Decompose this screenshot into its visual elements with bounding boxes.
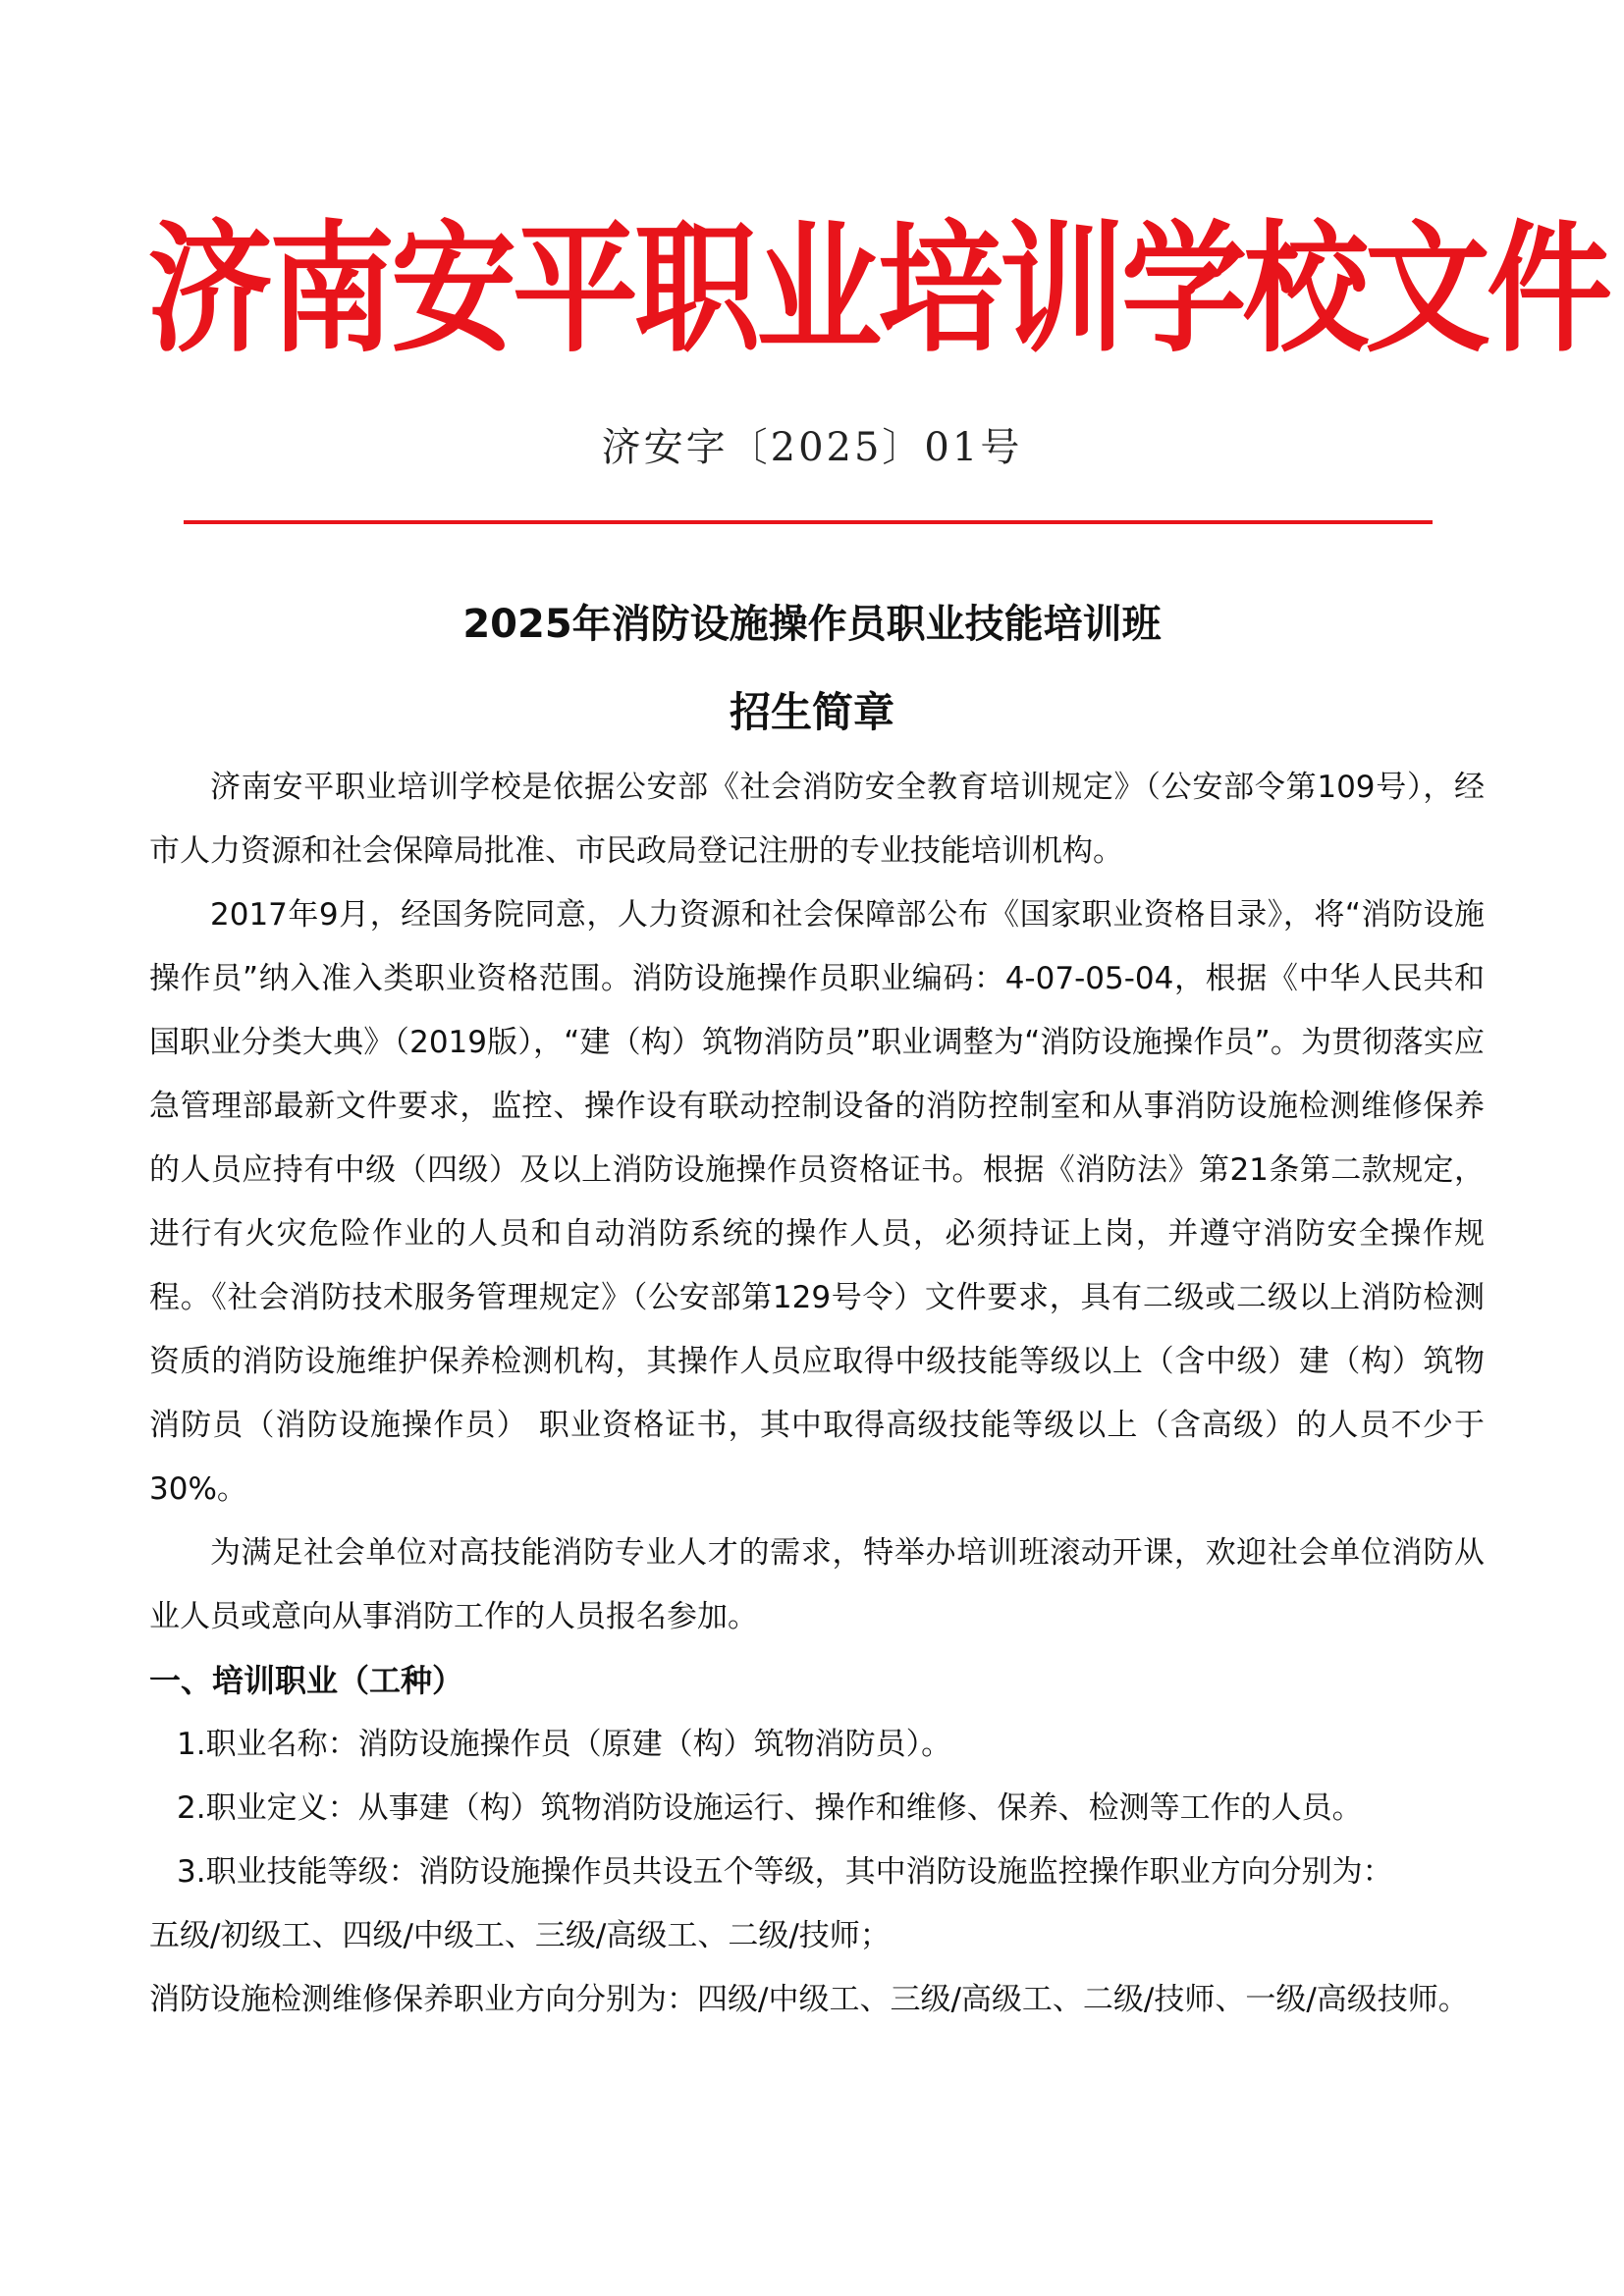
section-heading-training-occupation: 一、培训职业（工种）: [149, 1662, 464, 1699]
red-header-title: 济南安平职业培训学校文件: [147, 207, 1609, 372]
document-number: 济安字〔2025〕01号: [601, 425, 1023, 470]
red-divider-line: [184, 520, 1433, 524]
invitation-paragraph: 为满足社会单位对高技能消防专业人才的需求，特举办培训班滚动开课，欢迎社会单位消防从业人员或意向从事消防工作的人员报名参加。: [149, 1535, 1485, 1634]
list-item-occupation-name: 1.职业名称：消防设施操作员（原建（构）筑物消防员）。: [177, 1727, 952, 1762]
skill-levels-maintenance: 消防设施检测维修保养职业方向分别为：四级/中级工、三级/高级工、二级/技师、一级/高级技师。: [149, 1982, 1469, 2017]
skill-levels-monitoring: 五级/初级工、四级/中级工、三级/高级工、二级/技师；: [149, 1918, 891, 1953]
list-item-skill-levels: 3.职业技能等级：消防设施操作员共设五个等级，其中消防设施监控操作职业方向分别为：: [177, 1854, 1393, 1890]
document-subtitle: 招生简章: [729, 688, 894, 736]
background-paragraph: 2017年9月，经国务院同意，人力资源和社会保障部公布《国家职业资格目录》，将“消防设施操作员”纳入准入类职业资格范围。消防设施操作员职业编码：4-07-05-04，根据《中华人民共和国职业分类大典》（2019版），“建（构）筑物消防员”职业调整为“消防设施操作员”。为贯彻落实应急管理部最新文件要求，监控、操作设有联动控制设备的消防控制室和从事消防设施检测维修保养的人员应持有中级（四级）及以上消防设施操作员资格证书。根据《消防法》第21条第二款规定，进行有火灾危险作业的人员和自动消防系统的操作人员，必须持证上岗，并遵守消防安全操作规程。《社会消防技术服务管理规定》（公安部第129号令）文件要求，具有二级或二级以上消防检测资质的消防设施维护保养检测机构，其操作人员应取得中级技能等级以上（含中级）建（构）筑物消防员（消防设施操作员） 职业资格证书，其中取得高级技能等级以上（含高级）的人员不少于30%。: [149, 897, 1485, 1507]
document-body: [149, 756, 1485, 2032]
intro-paragraph: 济南安平职业培训学校是依据公安部《社会消防安全教育培训规定》（公安部令第109号），经市人力资源和社会保障局批准、市民政局登记注册的专业技能培训机构。: [149, 770, 1485, 869]
list-item-occupation-definition: 2.职业定义：从事建（构）筑物消防设施运行、操作和维修、保养、检测等工作的人员。: [177, 1790, 1363, 1826]
document-title: 2025年消防设施操作员职业技能培训班: [462, 602, 1162, 647]
